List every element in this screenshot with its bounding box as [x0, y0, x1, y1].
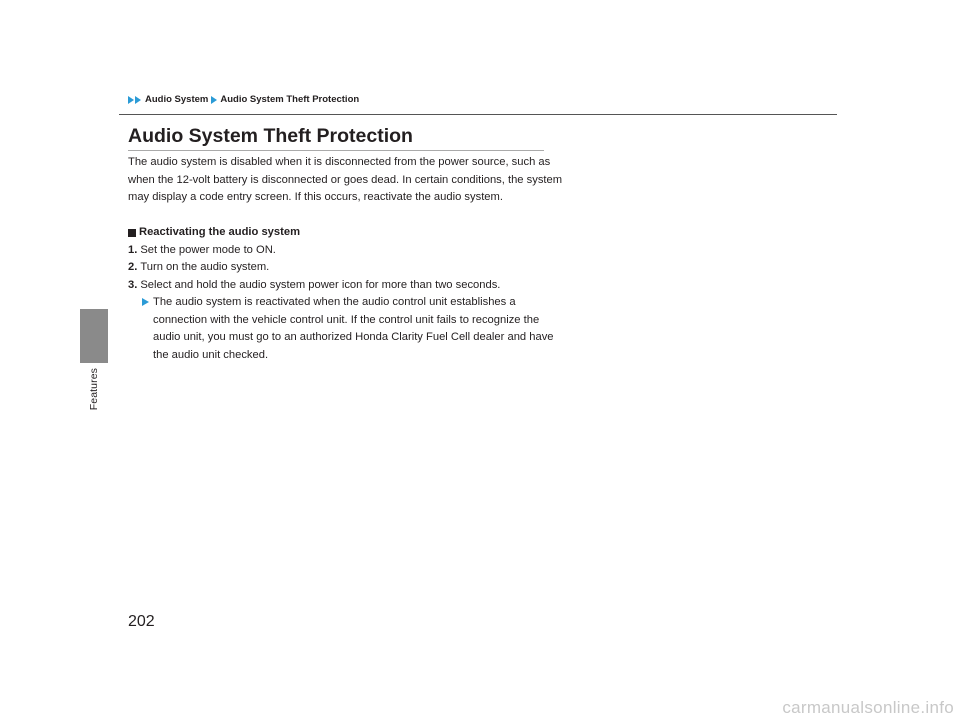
page-number: 202 — [128, 613, 155, 630]
section-label — [88, 368, 102, 428]
page-body — [128, 154, 568, 364]
note — [128, 294, 568, 364]
note-text: The audio system is reactivated when the audio control unit establishes a connection with the vehicle control unit. If the control unit fails to recognize the audio unit, you must go to an authorized Honda Clarity Fuel Cell dealer and have the audio unit checked. — [153, 296, 554, 361]
title-divider — [128, 150, 544, 151]
step-text: Select and hold the audio system power icon for more than two seconds. — [140, 278, 501, 291]
section-heading-text: Reactivating the audio system — [139, 226, 301, 238]
step-number: 3. — [128, 278, 138, 291]
header-divider — [119, 114, 837, 115]
breadcrumb-item-audio-system[interactable]: Audio System — [145, 94, 209, 105]
right-arrow-icon — [211, 96, 218, 104]
breadcrumb-item-theft-protection[interactable]: Audio System Theft Protection — [220, 94, 360, 105]
right-arrow-icon — [142, 298, 149, 306]
double-right-arrow-icon — [128, 96, 142, 104]
page-title: Audio System Theft Protection — [128, 125, 413, 147]
step-text: Set the power mode to ON. — [140, 243, 276, 256]
section-label-text: Features — [88, 368, 100, 411]
section-tab — [80, 309, 108, 363]
step-number: 1. — [128, 243, 138, 256]
section-heading — [128, 224, 568, 242]
breadcrumb — [128, 94, 359, 105]
black-square-icon — [128, 229, 136, 237]
watermark: carmanualsonline.info — [782, 698, 954, 717]
step-text: Turn on the audio system. — [140, 261, 270, 273]
step-item — [128, 259, 568, 277]
step-item — [128, 242, 568, 260]
step-number: 2. — [128, 261, 138, 273]
step-item — [128, 277, 568, 295]
intro-paragraph: The audio system is disabled when it is disconnected from the power source, such as when the 12-volt battery is disconnected or goes dead. In certain conditions, the system may display a code entry screen. If this occurs, reactivate the audio system. — [128, 156, 563, 203]
